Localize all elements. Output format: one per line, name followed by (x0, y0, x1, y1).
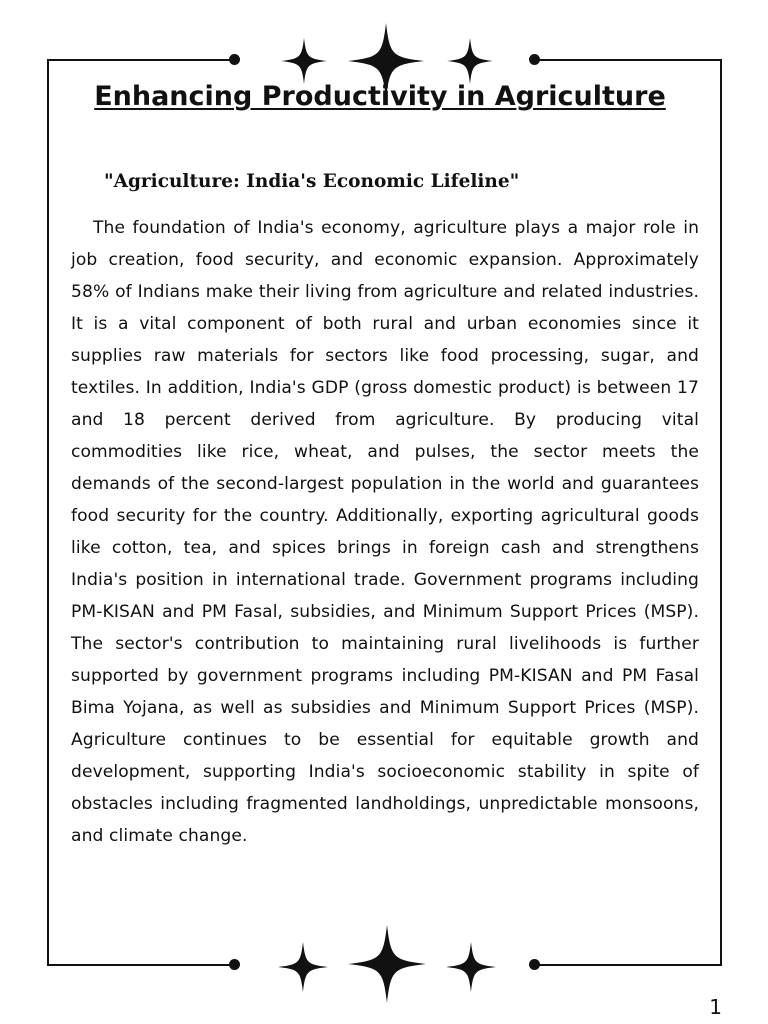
frame-top-right-dot (529, 54, 540, 65)
sparkle-icon (348, 924, 426, 1004)
sparkle-icon (446, 942, 496, 992)
frame-bottom-left-line (47, 964, 235, 966)
frame-bottom-right-line (534, 964, 722, 966)
sparkle-icon (278, 942, 328, 992)
page-number: 1 (709, 995, 722, 1019)
frame-left-line (47, 59, 49, 966)
frame-right-line (720, 59, 722, 966)
body-paragraph: The foundation of India's economy, agriculture plays a major role in job creation, food security, and economic expansion. Approximately 58% of Indians make their living from agriculture and related industries. It is a vital component of both rural and urban economies since it supplies raw materials for sectors like food processing, sugar, and textiles. In addition, India's GDP (gross domestic product) is between 17 and 18 percent derived from agriculture. By producing vital commodities like rice, wheat, and pulses, the sector meets the demands of the second-largest population in the world and guarantees food security for the country. Additionally, exporting agricultural goods like cotton, tea, and spices brings in foreign cash and strengthens India's position in international trade. Government programs including PM-KISAN and PM Fasal, subsidies, and Minimum Support Prices (MSP). The sector's contribution to maintaining rural livelihoods is further supported by government programs including PM-KISAN and PM Fasal Bima Yojana, as well as subsidies and Minimum Support Prices (MSP). Agriculture continues to be essential for equitable growth and development, supporting India's socioeconomic stability in spite of obstacles including fragmented landholdings, unpredictable monsoons, and climate change. (71, 218, 699, 846)
page-subtitle: "Agriculture: India's Economic Lifeline" (104, 171, 520, 192)
frame-top-right-line (534, 59, 722, 61)
page-title: Enhancing Productivity in Agriculture (94, 81, 666, 112)
frame-top-left-dot (229, 54, 240, 65)
frame-bottom-right-dot (529, 959, 540, 970)
frame-bottom-left-dot (229, 959, 240, 970)
frame-top-left-line (47, 59, 235, 61)
